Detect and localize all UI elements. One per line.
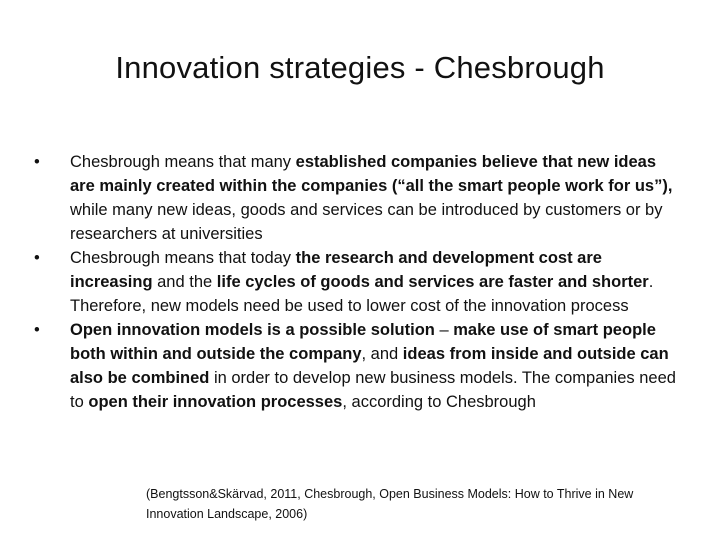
bullet-item-1 [34,150,684,246]
bullet-3-segment-4: , and [361,345,403,363]
bullet-2-segment-2: the research and development cost are increasing [70,249,602,291]
slide-title: Innovation strategies - Chesbrough [115,50,605,85]
bullet-1-segment-2: established companies believe that new ideas are mainly created within the companies (“all the smart people work for us”), [70,153,673,195]
bullet-text-3 [70,321,676,411]
bullet-marker: • [34,249,40,267]
reference-citation: (Bengtsson&Skärvad, 2011, Chesbrough, Open Business Models: How to Thrive in New Innovation Landscape, 2006) [146,487,634,521]
bullet-2-segment-5: . Therefore, new models need be used to lower cost of the innovation process [70,273,654,315]
bullet-item-3 [34,318,684,414]
bullet-text-1 [70,153,672,243]
bullet-3-segment-3: make use of smart people both within and outside the company [70,321,656,363]
bullet-3-segment-5: ideas from inside and outside can also be combined [70,345,669,387]
bullet-1-segment-3: while many new ideas, goods and services can be introduced by customers or by researchers at universities [70,201,663,243]
bullet-3-segment-1: Open innovation models is a possible solution [70,321,435,339]
bullet-list [34,150,684,414]
bullet-text-2 [70,249,653,315]
bullet-2-segment-3: and the [152,273,217,291]
bullet-marker: • [34,321,40,339]
bullet-1-segment-1: Chesbrough means that many [70,153,296,171]
bullet-2-segment-4: life cycles of goods and services are faster and shorter [216,273,649,291]
bullet-3-segment-6: in order to develop new business models. The companies need to [70,369,676,411]
bullet-3-segment-7: open their innovation processes [88,393,343,411]
bullet-marker: • [34,153,40,171]
bullet-3-segment-8: , according to Chesbrough [342,393,536,411]
bullet-3-segment-2: – [434,321,454,339]
bullet-item-2 [34,246,684,318]
bullet-2-segment-1: Chesbrough means that today [70,249,296,267]
